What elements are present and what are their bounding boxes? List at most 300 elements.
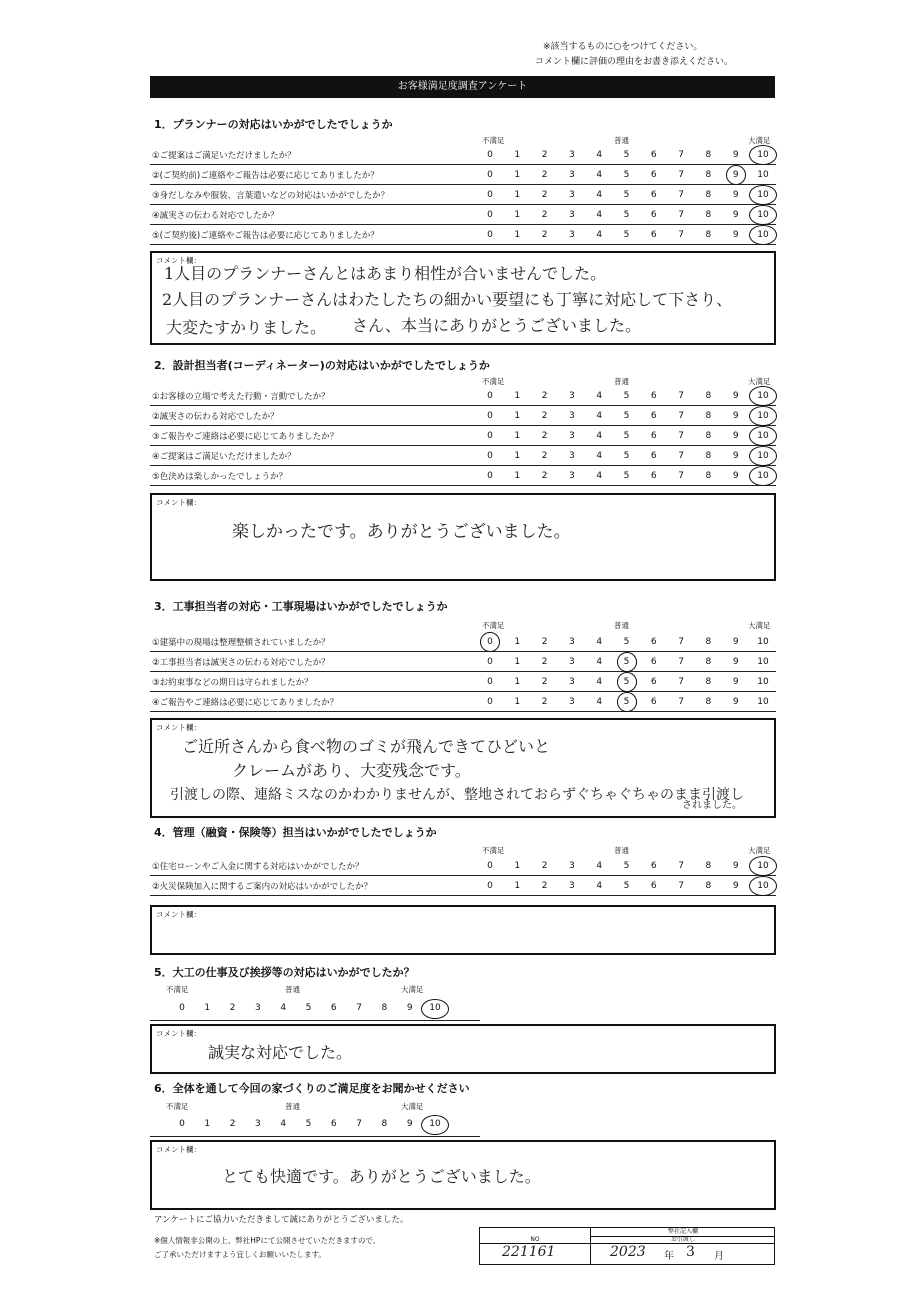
comment-box[interactable] [150, 251, 776, 345]
rating-option-0[interactable]: 0 [487, 881, 493, 891]
rating-option-7[interactable]: 7 [678, 657, 684, 667]
rating-option-0[interactable]: 0 [487, 471, 493, 481]
row-underline [150, 465, 776, 466]
handwritten-comment: 大変たすかりました。 [166, 318, 327, 337]
comment-label: コメント欄： [156, 498, 201, 507]
rating-option-0[interactable]: 0 [487, 230, 493, 240]
rating-option-5[interactable]: 5 [305, 1003, 312, 1013]
row-underline [150, 671, 776, 672]
rating-option-10[interactable]: 10 [757, 697, 769, 707]
rating-option-3[interactable]: 3 [569, 471, 575, 481]
rating-option-1[interactable]: 1 [204, 1003, 211, 1013]
rating-option-5[interactable]: 5 [623, 861, 630, 871]
rating-option-1[interactable]: 1 [514, 170, 521, 180]
rating-option-10[interactable]: 10 [757, 230, 769, 240]
rating-option-3[interactable]: 3 [569, 190, 575, 200]
row-underline [150, 425, 776, 426]
rating-option-9[interactable]: 9 [732, 471, 739, 481]
rating-option-3[interactable]: 3 [569, 861, 575, 871]
rating-option-5[interactable]: 5 [623, 210, 630, 220]
scale-mid-label: 普通 [614, 136, 629, 145]
rating-option-9[interactable]: 9 [406, 1003, 413, 1013]
comment-box[interactable] [150, 718, 776, 818]
rating-option-4[interactable]: 4 [596, 697, 603, 707]
rating-option-6[interactable]: 6 [330, 1119, 337, 1129]
rating-option-10[interactable]: 10 [429, 1119, 441, 1129]
rating-option-8[interactable]: 8 [705, 881, 712, 891]
rating-option-5[interactable]: 5 [623, 697, 630, 707]
rating-option-1[interactable]: 1 [514, 230, 521, 240]
comment-box[interactable] [150, 905, 776, 955]
rating-option-6[interactable]: 6 [650, 657, 657, 667]
rating-option-10[interactable]: 10 [757, 210, 769, 220]
question-text: ③お約束事などの期日は守られましたか？ [152, 678, 313, 688]
rating-option-4[interactable]: 4 [280, 1003, 287, 1013]
rating-option-0[interactable]: 0 [487, 861, 493, 871]
rating-option-9[interactable]: 9 [732, 230, 739, 240]
rating-option-10[interactable]: 10 [757, 471, 769, 481]
answer-circle [480, 632, 500, 652]
comment-box[interactable] [150, 493, 776, 581]
rating-option-0[interactable]: 0 [487, 657, 493, 667]
rating-option-2[interactable]: 2 [541, 150, 548, 160]
row-underline [150, 691, 776, 692]
question-text: ②火災保険加入に関するご案内の対応はいかがでしたか？ [152, 882, 373, 892]
rating-option-2[interactable]: 2 [229, 1119, 236, 1129]
row-underline [150, 485, 776, 486]
rating-option-9[interactable]: 9 [732, 861, 739, 871]
rating-option-0[interactable]: 0 [487, 150, 493, 160]
rating-option-5[interactable]: 5 [623, 170, 630, 180]
answer-circle [726, 165, 746, 185]
rating-option-5[interactable]: 5 [623, 637, 630, 647]
instruction-note: ※該当するものに○をつけてください。 [543, 42, 703, 52]
rating-option-7[interactable]: 7 [678, 697, 684, 707]
row-underline [150, 164, 776, 165]
handwritten-comment: 引渡しの際、連絡ミスなのかわかりませんが、整地されておらずぐちゃぐちゃのまま引渡し [170, 787, 744, 803]
rating-option-6[interactable]: 6 [650, 190, 657, 200]
rating-option-7[interactable]: 7 [356, 1119, 362, 1129]
question-text: ①お客様の立場で考えた行動・言動でしたか？ [152, 392, 330, 402]
rating-option-2[interactable]: 2 [541, 451, 548, 461]
rating-option-1[interactable]: 1 [514, 861, 521, 871]
answer-circle [421, 1115, 449, 1135]
rating-option-0[interactable]: 0 [487, 431, 493, 441]
rating-option-4[interactable]: 4 [596, 210, 603, 220]
answer-circle [749, 145, 777, 165]
rating-option-10[interactable]: 10 [757, 637, 769, 647]
rating-option-0[interactable]: 0 [487, 637, 493, 647]
rating-option-8[interactable]: 8 [705, 391, 712, 401]
divider [150, 1020, 480, 1021]
rating-option-10[interactable]: 10 [757, 677, 769, 687]
rating-option-7[interactable]: 7 [678, 471, 684, 481]
rating-option-0[interactable]: 0 [487, 697, 493, 707]
rating-option-7[interactable]: 7 [678, 391, 684, 401]
question-text: ⑤(ご契約後)ご連絡やご報告は必要に応じてありましたか？ [152, 231, 379, 241]
rating-option-10[interactable]: 10 [757, 190, 769, 200]
rating-option-8[interactable]: 8 [705, 471, 712, 481]
rating-option-6[interactable]: 6 [650, 471, 657, 481]
row-underline [150, 405, 776, 406]
rating-option-9[interactable]: 9 [732, 657, 739, 667]
rating-option-4[interactable]: 4 [596, 657, 603, 667]
rating-option-5[interactable]: 5 [623, 150, 630, 160]
section-title: 1．プランナーの対応はいかがでしたでしょうか [154, 118, 393, 131]
rating-option-7[interactable]: 7 [678, 861, 684, 871]
rating-option-6[interactable]: 6 [650, 431, 657, 441]
scale-high-label: 大満足 [748, 846, 771, 855]
question-text: ⑤色決めは楽しかったでしょうか？ [152, 472, 288, 482]
rating-option-3[interactable]: 3 [569, 210, 575, 220]
question-text: ③身だしなみや服装、言葉遣いなどの対応はいかがでしたか？ [152, 191, 390, 201]
thanks-text: アンケートにご協力いただきまして誠にありがとうございました。 [154, 1215, 409, 1225]
rating-option-9[interactable]: 9 [732, 190, 739, 200]
rating-option-1[interactable]: 1 [514, 150, 521, 160]
rating-option-7[interactable]: 7 [678, 210, 684, 220]
scale-high-label: 大満足 [748, 136, 771, 145]
comment-label: コメント欄： [156, 723, 201, 732]
row-underline [150, 204, 776, 205]
delivery-label: お引渡し [590, 1236, 775, 1244]
rating-option-0[interactable]: 0 [487, 210, 493, 220]
rating-option-7[interactable]: 7 [678, 637, 684, 647]
rating-option-8[interactable]: 8 [705, 431, 712, 441]
rating-option-5[interactable]: 5 [623, 881, 630, 891]
rating-option-4[interactable]: 4 [596, 471, 603, 481]
rating-option-2[interactable]: 2 [229, 1003, 236, 1013]
no-label: NO [480, 1236, 590, 1244]
rating-option-10[interactable]: 10 [757, 150, 769, 160]
question-text: ③ご報告やご連絡は必要に応じてありましたか？ [152, 432, 339, 442]
scale-mid-label: 普通 [285, 1102, 300, 1111]
rating-option-7[interactable]: 7 [678, 451, 684, 461]
rating-option-6[interactable]: 6 [650, 451, 657, 461]
handwritten-comment: さん、本当にありがとうございました。 [352, 316, 641, 335]
rating-option-4[interactable]: 4 [596, 861, 603, 871]
rating-option-8[interactable]: 8 [705, 210, 712, 220]
rating-option-6[interactable]: 6 [650, 210, 657, 220]
rating-option-1[interactable]: 1 [514, 881, 521, 891]
rating-option-8[interactable]: 8 [705, 451, 712, 461]
rating-option-3[interactable]: 3 [569, 170, 575, 180]
rating-option-2[interactable]: 2 [541, 210, 548, 220]
comment-label: コメント欄： [156, 1029, 201, 1038]
privacy-note: ご了承いただけますよう宜しくお願いいたします。 [154, 1250, 326, 1259]
rating-option-8[interactable]: 8 [705, 190, 712, 200]
rating-option-10[interactable]: 10 [757, 451, 769, 461]
rating-option-4[interactable]: 4 [596, 230, 603, 240]
rating-option-2[interactable]: 2 [541, 190, 548, 200]
answer-circle [617, 672, 637, 692]
table-divider [590, 1244, 591, 1265]
scale-mid-label: 普通 [614, 846, 629, 855]
rating-option-6[interactable]: 6 [330, 1003, 337, 1013]
rating-option-2[interactable]: 2 [541, 230, 548, 240]
rating-option-8[interactable]: 8 [705, 150, 712, 160]
rating-option-3[interactable]: 3 [569, 697, 575, 707]
rating-option-1[interactable]: 1 [514, 451, 521, 461]
rating-option-1[interactable]: 1 [514, 391, 521, 401]
scale-mid-label: 普通 [285, 985, 300, 994]
rating-option-3[interactable]: 3 [569, 391, 575, 401]
rating-option-5[interactable]: 5 [623, 431, 630, 441]
rating-option-1[interactable]: 1 [514, 697, 521, 707]
rating-option-0[interactable]: 0 [487, 391, 493, 401]
rating-option-2[interactable]: 2 [541, 637, 548, 647]
rating-option-0[interactable]: 0 [179, 1003, 185, 1013]
rating-option-9[interactable]: 9 [732, 451, 739, 461]
rating-option-1[interactable]: 1 [514, 677, 521, 687]
handwritten-comment: 誠実な対応でした。 [208, 1043, 353, 1062]
office-use-table [479, 1227, 775, 1265]
rating-option-1[interactable]: 1 [514, 190, 521, 200]
section-title: 5．大工の仕事及び挨拶等の対応はいかがでしたか？ [154, 966, 415, 979]
rating-option-10[interactable]: 10 [429, 1003, 441, 1013]
rating-option-4[interactable]: 4 [596, 637, 603, 647]
rating-option-6[interactable]: 6 [650, 411, 657, 421]
comment-label: コメント欄： [156, 910, 201, 919]
answer-circle [617, 692, 637, 712]
rating-option-9[interactable]: 9 [732, 210, 739, 220]
rating-option-4[interactable]: 4 [596, 190, 603, 200]
rating-option-7[interactable]: 7 [678, 170, 684, 180]
rating-option-3[interactable]: 3 [569, 657, 575, 667]
rating-option-3[interactable]: 3 [569, 637, 575, 647]
rating-option-5[interactable]: 5 [305, 1119, 312, 1129]
rating-option-8[interactable]: 8 [705, 657, 712, 667]
divider [150, 1136, 480, 1137]
rating-option-5[interactable]: 5 [623, 411, 630, 421]
rating-option-9[interactable]: 9 [732, 391, 739, 401]
rating-option-2[interactable]: 2 [541, 411, 548, 421]
rating-option-9[interactable]: 9 [732, 170, 739, 180]
row-underline [150, 445, 776, 446]
scale-low-label: 不満足 [482, 377, 505, 386]
rating-option-0[interactable]: 0 [487, 451, 493, 461]
rating-option-2[interactable]: 2 [541, 677, 548, 687]
rating-option-10[interactable]: 10 [757, 881, 769, 891]
title-banner: お客様満足度調査アンケート [150, 76, 775, 98]
rating-option-3[interactable]: 3 [569, 431, 575, 441]
rating-option-7[interactable]: 7 [678, 881, 684, 891]
comment-box[interactable] [150, 1024, 776, 1074]
rating-option-5[interactable]: 5 [623, 657, 630, 667]
scale-mid-label: 普通 [614, 621, 629, 630]
scale-high-label: 大満足 [401, 1102, 424, 1111]
rating-option-3[interactable]: 3 [569, 451, 575, 461]
rating-option-8[interactable]: 8 [705, 170, 712, 180]
rating-option-10[interactable]: 10 [757, 411, 769, 421]
rating-option-2[interactable]: 2 [541, 170, 548, 180]
answer-circle [749, 466, 777, 486]
scale-high-label: 大満足 [748, 377, 771, 386]
rating-option-8[interactable]: 8 [705, 697, 712, 707]
rating-option-0[interactable]: 0 [487, 190, 493, 200]
answer-circle [749, 426, 777, 446]
handwritten-no: 221161 [502, 1244, 556, 1260]
rating-option-6[interactable]: 6 [650, 697, 657, 707]
rating-option-1[interactable]: 1 [514, 411, 521, 421]
office-use-header: 弊社記入欄 [590, 1228, 775, 1237]
privacy-note: ※個人情報非公開の上、弊社HPにて公開させていただきますので、 [154, 1236, 381, 1245]
rating-option-6[interactable]: 6 [650, 861, 657, 871]
rating-option-6[interactable]: 6 [650, 881, 657, 891]
instruction-note: コメント欄に評価の理由をお書き添えください。 [535, 57, 734, 67]
answer-circle [749, 225, 777, 245]
answer-circle [421, 999, 449, 1019]
answer-circle [617, 652, 637, 672]
rating-option-5[interactable]: 5 [623, 471, 630, 481]
rating-option-7[interactable]: 7 [678, 411, 684, 421]
rating-option-8[interactable]: 8 [705, 861, 712, 871]
rating-option-2[interactable]: 2 [541, 881, 548, 891]
rating-option-7[interactable]: 7 [678, 190, 684, 200]
rating-option-10[interactable]: 10 [757, 391, 769, 401]
rating-option-10[interactable]: 10 [757, 431, 769, 441]
handwritten-comment: ご近所さんから食べ物のゴミが飛んできてひどいと [182, 737, 551, 756]
row-underline [150, 184, 776, 185]
rating-option-4[interactable]: 4 [596, 411, 603, 421]
rating-option-8[interactable]: 8 [705, 230, 712, 240]
rating-option-8[interactable]: 8 [381, 1003, 388, 1013]
rating-option-10[interactable]: 10 [757, 657, 769, 667]
rating-option-3[interactable]: 3 [569, 881, 575, 891]
rating-option-4[interactable]: 4 [596, 170, 603, 180]
question-text: ②誠実さの伝わる対応でしたか？ [152, 412, 279, 422]
handwritten-comment: とても快適です。ありがとうございました。 [222, 1167, 541, 1186]
rating-option-1[interactable]: 1 [514, 637, 521, 647]
rating-option-8[interactable]: 8 [381, 1119, 388, 1129]
rating-option-6[interactable]: 6 [650, 677, 657, 687]
question-text: ④ご提案はご満足いただけましたか？ [152, 452, 296, 462]
scale-low-label: 不満足 [482, 846, 505, 855]
rating-option-7[interactable]: 7 [678, 150, 684, 160]
rating-option-9[interactable]: 9 [732, 150, 739, 160]
rating-option-4[interactable]: 4 [596, 881, 603, 891]
handwritten-year: 2023 [610, 1244, 646, 1260]
scale-low-label: 不満足 [166, 1102, 189, 1111]
rating-option-8[interactable]: 8 [705, 637, 712, 647]
year-unit: 年 [664, 1251, 674, 1262]
rating-option-8[interactable]: 8 [705, 411, 712, 421]
rating-option-6[interactable]: 6 [650, 150, 657, 160]
answer-circle [749, 856, 777, 876]
question-text: ④誠実さの伝わる対応でしたか？ [152, 211, 279, 221]
rating-option-5[interactable]: 5 [623, 190, 630, 200]
rating-option-7[interactable]: 7 [678, 230, 684, 240]
section-title: 2．設計担当者(コーディネーター)の対応はいかがでしたでしょうか [154, 359, 490, 372]
question-text: ①ご提案はご満足いただけましたか？ [152, 151, 296, 161]
rating-option-1[interactable]: 1 [204, 1119, 211, 1129]
rating-option-3[interactable]: 3 [569, 150, 575, 160]
scale-high-label: 大満足 [401, 985, 424, 994]
rating-option-3[interactable]: 3 [569, 411, 575, 421]
rating-option-9[interactable]: 9 [732, 411, 739, 421]
rating-option-5[interactable]: 5 [623, 451, 630, 461]
rating-option-10[interactable]: 10 [757, 861, 769, 871]
comment-label: コメント欄： [156, 256, 201, 265]
answer-circle [749, 446, 777, 466]
handwritten-comment: 楽しかったです。ありがとうございました。 [232, 522, 571, 542]
rating-option-8[interactable]: 8 [705, 677, 712, 687]
rating-option-2[interactable]: 2 [541, 471, 548, 481]
row-underline [150, 875, 776, 876]
rating-option-2[interactable]: 2 [541, 431, 548, 441]
comment-label: コメント欄： [156, 1145, 201, 1154]
answer-circle [749, 406, 777, 426]
rating-option-4[interactable]: 4 [280, 1119, 287, 1129]
rating-option-5[interactable]: 5 [623, 391, 630, 401]
answer-circle [749, 386, 777, 406]
handwritten-month: 3 [686, 1244, 695, 1260]
scale-high-label: 大満足 [748, 621, 771, 630]
rating-option-1[interactable]: 1 [514, 471, 521, 481]
scale-low-label: 不満足 [482, 621, 505, 630]
rating-option-7[interactable]: 7 [678, 431, 684, 441]
rating-option-3[interactable]: 3 [255, 1119, 261, 1129]
rating-option-6[interactable]: 6 [650, 170, 657, 180]
rating-option-1[interactable]: 1 [514, 431, 521, 441]
answer-circle [749, 876, 777, 896]
rating-option-9[interactable]: 9 [732, 431, 739, 441]
rating-option-9[interactable]: 9 [732, 637, 739, 647]
rating-option-9[interactable]: 9 [406, 1119, 413, 1129]
comment-box[interactable] [150, 1140, 776, 1210]
rating-option-7[interactable]: 7 [356, 1003, 362, 1013]
section-title: 4．管理（融資・保険等）担当はいかがでしたでしょうか [154, 826, 437, 839]
scale-mid-label: 普通 [614, 377, 629, 386]
section-title: 6．全体を通して今回の家づくりのご満足度をお聞かせください [154, 1082, 470, 1095]
question-text: ④ご報告やご連絡は必要に応じてありましたか？ [152, 698, 339, 708]
question-text: ①建築中の現場は整理整頓されていましたか？ [152, 638, 330, 648]
rating-option-4[interactable]: 4 [596, 150, 603, 160]
rating-option-6[interactable]: 6 [650, 391, 657, 401]
rating-option-2[interactable]: 2 [541, 861, 548, 871]
rating-option-5[interactable]: 5 [623, 677, 630, 687]
rating-option-2[interactable]: 2 [541, 697, 548, 707]
rating-option-9[interactable]: 9 [732, 697, 739, 707]
rating-option-4[interactable]: 4 [596, 391, 603, 401]
rating-option-4[interactable]: 4 [596, 677, 603, 687]
rating-option-1[interactable]: 1 [514, 210, 521, 220]
rating-option-3[interactable]: 3 [255, 1003, 261, 1013]
rating-option-4[interactable]: 4 [596, 451, 603, 461]
rating-option-9[interactable]: 9 [732, 677, 739, 687]
row-underline [150, 651, 776, 652]
rating-option-10[interactable]: 10 [757, 170, 769, 180]
rating-option-2[interactable]: 2 [541, 391, 548, 401]
rating-option-0[interactable]: 0 [487, 170, 493, 180]
row-underline [150, 244, 776, 245]
rating-option-2[interactable]: 2 [541, 657, 548, 667]
rating-option-5[interactable]: 5 [623, 230, 630, 240]
rating-option-9[interactable]: 9 [732, 881, 739, 891]
rating-option-3[interactable]: 3 [569, 677, 575, 687]
rating-option-4[interactable]: 4 [596, 431, 603, 441]
rating-option-6[interactable]: 6 [650, 637, 657, 647]
rating-option-3[interactable]: 3 [569, 230, 575, 240]
rating-option-0[interactable]: 0 [487, 677, 493, 687]
rating-option-7[interactable]: 7 [678, 677, 684, 687]
scale-low-label: 不満足 [166, 985, 189, 994]
rating-option-6[interactable]: 6 [650, 230, 657, 240]
question-text: ①住宅ローンやご入金に関する対応はいかがでしたか？ [152, 862, 364, 872]
rating-option-1[interactable]: 1 [514, 657, 521, 667]
rating-option-0[interactable]: 0 [487, 411, 493, 421]
question-text: ②工事担当者は誠実さの伝わる対応でしたか？ [152, 658, 330, 668]
rating-option-0[interactable]: 0 [179, 1119, 185, 1129]
